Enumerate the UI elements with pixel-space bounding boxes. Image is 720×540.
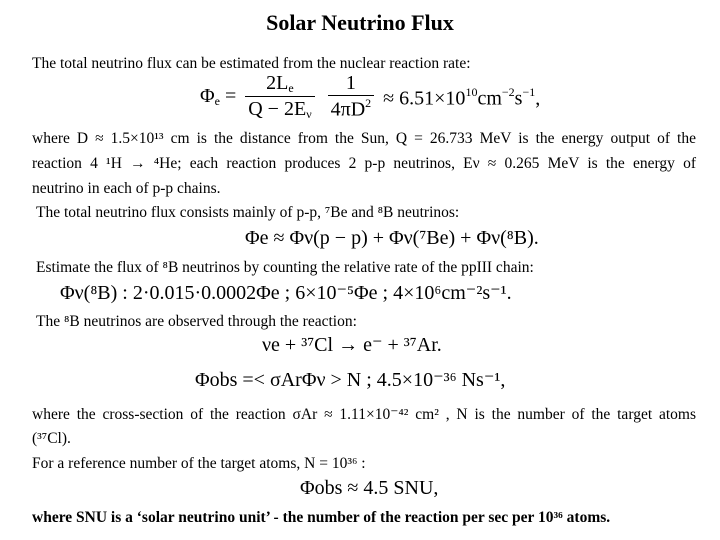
eq1-unit-exp: −2 [501, 84, 515, 99]
eq1-den1-sub: ν [306, 106, 312, 121]
eq1-unit2-exp: −1 [522, 84, 536, 99]
snu-definition: where SNU is a ‘solar neutrino unit’ - the number of the reaction per sec per 10³⁶ atoms. [32, 509, 611, 526]
observed-flux-equation: Φobs =< σArΦν > N ; 4.5×10⁻³⁶ Ns⁻¹, [195, 369, 506, 391]
reference-text: For a reference number of the target atoms, N = 10³⁶ : [32, 455, 366, 472]
where2-line2: (³⁷Cl). [32, 430, 71, 447]
eq1-unit: cm [477, 86, 502, 109]
flux-components-text: The total neutrino flux consists mainly of p-p, ⁷Be and ⁸B neutrinos: [36, 204, 460, 221]
eq1-den2-sup: 2 [365, 96, 372, 110]
eq1-den1: Q − 2E [248, 97, 307, 120]
where1-line2: reaction 4 ¹H → ⁴He; each reaction produces 2 p-p neutrinos, Eν ≈ 0.265 MeV is the energy of [32, 155, 696, 172]
eq1-num1: 2L [266, 72, 289, 95]
where1-line3: neutrino in each of p-p chains. [32, 180, 221, 197]
eq1-lhs-sub: e [214, 94, 220, 109]
eq1-lhs: Φ [200, 85, 215, 108]
snu-equation: Φobs ≈ 4.5 SNU, [300, 477, 439, 499]
page-title: Solar Neutrino Flux [266, 10, 454, 35]
where1-line1: where D ≈ 1.5×10¹³ cm is the distance from the Sun, Q = 26.733 MeV is the energy output of the [32, 130, 696, 147]
eq1-num1-sub: e [288, 81, 294, 96]
eq1-num2: 1 [328, 72, 375, 96]
flux-rate-equation: $\Phi_e$ = $\frac{2L_e}{Q - 2E_\nu}$ $\frac{1}{4\pi D^2}$ ≈ $6.51\times 10^{10}cm^{-2}s^{-1}$, [200, 72, 541, 121]
total-flux-equation: Φe ≈ Φν(p − p) + Φν(⁷Be) + Φν(⁸B). [245, 227, 539, 249]
eq1-approx: ≈ 6.51×10 [383, 86, 466, 109]
observed-text: The ⁸B neutrinos are observed through the reaction: [36, 313, 357, 330]
where2-line1: where the cross-section of the reaction σAr ≈ 1.11×10⁻⁴² cm² , N is the number of the target atoms [32, 406, 696, 423]
intro-text: The total neutrino flux can be estimated from the nuclear reaction rate: [32, 55, 471, 72]
boron-flux-equation: Φν(⁸B) : 2·0.015·0.0002Φe ; 6×10⁻⁵Φe ; 4×10⁶cm⁻²s⁻¹. [60, 282, 512, 304]
estimate-text: Estimate the flux of ⁸B neutrinos by counting the relative rate of the ppIII chain: [36, 259, 534, 276]
eq1-tail: , [535, 86, 541, 109]
eq1-exp: 10 [465, 84, 478, 99]
eq1-unit2: s [514, 86, 523, 109]
eq1-den2: 4πD [330, 98, 366, 121]
chlorine-reaction-equation: νe + ³⁷Cl → e⁻ + ³⁷Ar. [262, 334, 442, 356]
